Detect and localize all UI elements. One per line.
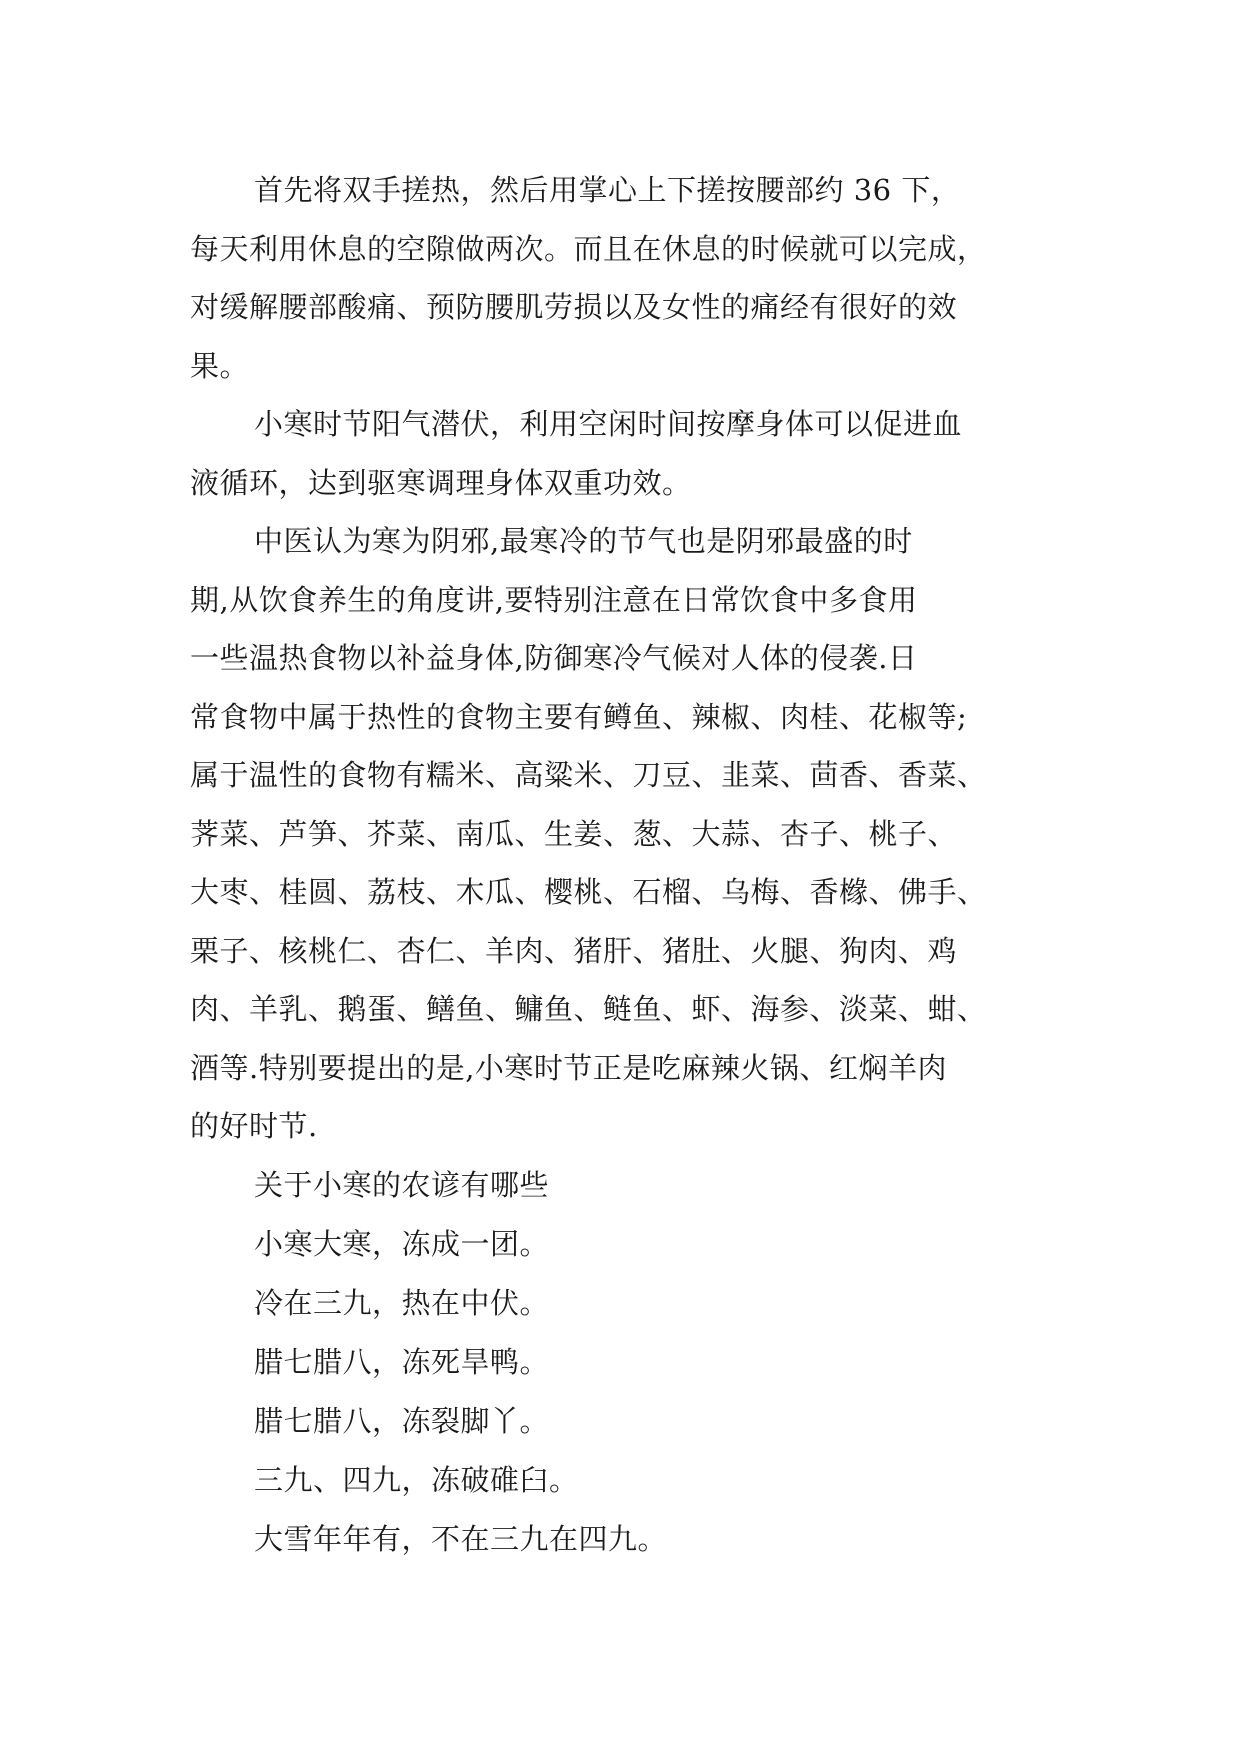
paragraph-yang-qi <box>190 395 1090 512</box>
text-line: 酒等.特别要提出的是,小寒时节正是吃麻辣火锅、红焖羊肉 <box>190 1050 947 1085</box>
paragraph-diet <box>190 512 1090 1156</box>
text-line: 荠菜、芦笋、芥菜、南瓜、生姜、葱、大蒜、杏子、桃子、 <box>190 816 958 851</box>
text-line: 栗子、核桃仁、杏仁、羊肉、猪肝、猪肚、火腿、狗肉、鸡 <box>190 933 958 968</box>
text-line: 一些温热食物以补益身体,防御寒冷气候对人体的侵袭.日 <box>190 641 918 675</box>
text-line: 小寒时节阳气潜伏，利用空闲时间按摩身体可以促进血 <box>254 407 963 441</box>
text-line: 的好时节. <box>190 1109 318 1143</box>
proverb-item: 腊七腊八，冻裂脚丫。 <box>254 1403 550 1438</box>
paragraph-waist-massage <box>190 161 1090 395</box>
proverb-item: 小寒大寒，冻成一团。 <box>254 1226 550 1261</box>
text-line: 每天利用休息的空隙做两次。而且在休息的时候就可以完成， <box>190 231 987 266</box>
proverb-item: 冷在三九，热在中伏。 <box>254 1285 550 1320</box>
proverb-item: 三九、四九，冻破碓臼。 <box>254 1462 579 1497</box>
text-line: 属于温性的食物有糯米、高粱米、刀豆、韭菜、茴香、香菜、 <box>190 758 987 792</box>
text-line: 液循环，达到驱寒调理身体双重功效。 <box>190 465 692 500</box>
text-line: 中医认为寒为阴邪,最寒冷的节气也是阴邪最盛的时 <box>254 524 913 558</box>
text-line: 肉、羊乳、鹅蛋、鳝鱼、鳙鱼、鲢鱼、虾、海参、淡菜、蚶、 <box>190 992 987 1026</box>
text-line: 期,从饮食养生的角度讲,要特别注意在日常饮食中多食用 <box>190 582 918 617</box>
text-line: 常食物中属于热性的食物主要有鳟鱼、辣椒、肉桂、花椒等; <box>190 699 968 734</box>
document-body <box>190 161 1090 1569</box>
text-line: 大枣、桂圆、荔枝、木瓜、樱桃、石榴、乌梅、香橼、佛手、 <box>190 875 987 909</box>
proverb-item: 大雪年年有，不在三九在四九。 <box>254 1521 668 1556</box>
proverb-item: 腊七腊八，冻死旱鸭。 <box>254 1344 550 1379</box>
text-line: 果。 <box>190 348 250 383</box>
proverbs-section <box>190 1156 1090 1569</box>
text-line: 首先将双手搓热，然后用掌心上下搓按腰部约 36 下， <box>254 173 961 207</box>
text-line: 对缓解腰部酸痛、预防腰肌劳损以及女性的痛经有很好的效 <box>190 290 958 324</box>
section-heading: 关于小寒的农谚有哪些 <box>254 1167 550 1202</box>
